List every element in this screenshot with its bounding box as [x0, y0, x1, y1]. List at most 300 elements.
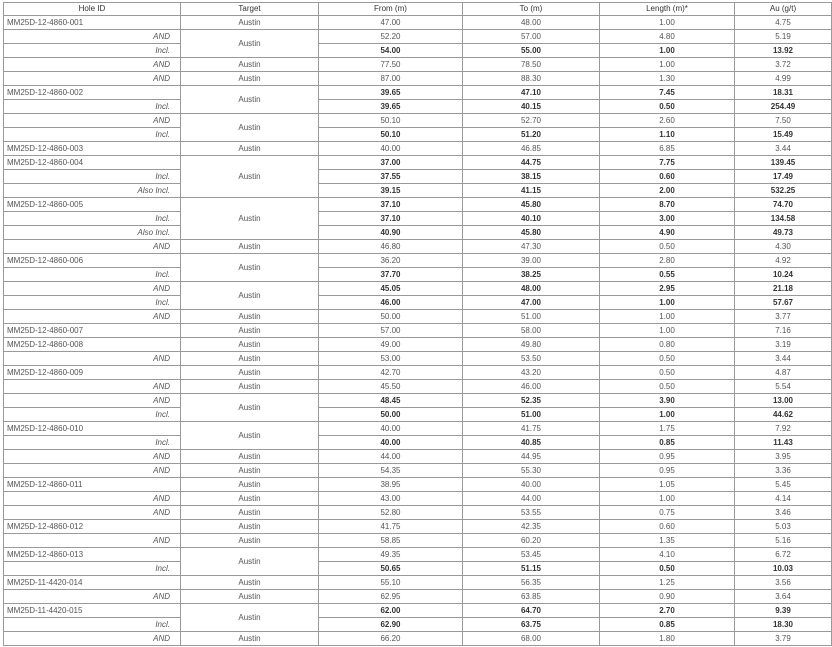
- length-cell: 1.00: [600, 44, 735, 58]
- au-cell: 13.92: [735, 44, 832, 58]
- length-cell: 1.00: [600, 16, 735, 30]
- hole-id-cell: AND: [4, 58, 181, 72]
- to-cell: 45.80: [463, 226, 600, 240]
- table-row: [4, 464, 832, 478]
- from-cell: 39.65: [319, 100, 463, 114]
- to-cell: 43.20: [463, 366, 600, 380]
- length-cell: 0.90: [600, 590, 735, 604]
- au-cell: 3.95: [735, 450, 832, 464]
- table-row: [4, 170, 832, 184]
- hole-id-cell: Incl.: [4, 268, 181, 282]
- target-cell: Austin: [181, 352, 319, 366]
- from-cell: 40.00: [319, 142, 463, 156]
- hole-id-cell: AND: [4, 352, 181, 366]
- from-cell: 50.10: [319, 114, 463, 128]
- au-cell: 3.46: [735, 506, 832, 520]
- au-cell: 4.99: [735, 72, 832, 86]
- from-cell: 50.00: [319, 408, 463, 422]
- to-cell: 47.30: [463, 240, 600, 254]
- to-cell: 52.70: [463, 114, 600, 128]
- to-cell: 41.15: [463, 184, 600, 198]
- au-cell: 3.64: [735, 590, 832, 604]
- length-cell: 0.85: [600, 618, 735, 632]
- hole-id-cell: AND: [4, 114, 181, 128]
- length-cell: 1.00: [600, 492, 735, 506]
- target-cell: Austin: [181, 464, 319, 478]
- to-cell: 44.95: [463, 450, 600, 464]
- au-cell: 134.58: [735, 212, 832, 226]
- table-row: [4, 16, 832, 30]
- table-row: [4, 618, 832, 632]
- length-cell: 6.85: [600, 142, 735, 156]
- table-row: [4, 114, 832, 128]
- length-cell: 2.70: [600, 604, 735, 618]
- hole-id-cell: Incl.: [4, 296, 181, 310]
- from-cell: 50.65: [319, 562, 463, 576]
- to-cell: 55.30: [463, 464, 600, 478]
- target-cell: Austin: [181, 254, 319, 282]
- table-row: [4, 72, 832, 86]
- from-cell: 43.00: [319, 492, 463, 506]
- au-cell: 7.50: [735, 114, 832, 128]
- length-cell: 1.30: [600, 72, 735, 86]
- target-cell: Austin: [181, 366, 319, 380]
- drill-results-table: [3, 2, 832, 646]
- to-cell: 52.35: [463, 394, 600, 408]
- au-cell: 3.72: [735, 58, 832, 72]
- target-cell: Austin: [181, 86, 319, 114]
- from-cell: 40.90: [319, 226, 463, 240]
- target-cell: Austin: [181, 198, 319, 240]
- au-cell: 4.92: [735, 254, 832, 268]
- hole-id-cell: MM25D-12-4860-005: [4, 198, 181, 212]
- table-row: [4, 436, 832, 450]
- au-cell: 3.44: [735, 352, 832, 366]
- length-cell: 3.00: [600, 212, 735, 226]
- table-row: [4, 394, 832, 408]
- from-cell: 52.20: [319, 30, 463, 44]
- col-header-hole-id: Hole ID: [4, 3, 181, 16]
- table-row: [4, 478, 832, 492]
- au-cell: 21.18: [735, 282, 832, 296]
- hole-id-cell: AND: [4, 492, 181, 506]
- au-cell: 17.49: [735, 170, 832, 184]
- hole-id-cell: MM25D-12-4860-006: [4, 254, 181, 268]
- au-cell: 4.87: [735, 366, 832, 380]
- length-cell: 1.00: [600, 324, 735, 338]
- table-row: [4, 576, 832, 590]
- from-cell: 55.10: [319, 576, 463, 590]
- length-cell: 0.50: [600, 100, 735, 114]
- au-cell: 18.30: [735, 618, 832, 632]
- table-row: [4, 604, 832, 618]
- au-cell: 49.73: [735, 226, 832, 240]
- table-row: [4, 142, 832, 156]
- from-cell: 37.10: [319, 212, 463, 226]
- length-cell: 0.50: [600, 366, 735, 380]
- hole-id-cell: AND: [4, 534, 181, 548]
- from-cell: 62.95: [319, 590, 463, 604]
- hole-id-cell: AND: [4, 72, 181, 86]
- length-cell: 0.55: [600, 268, 735, 282]
- hole-id-cell: Incl.: [4, 436, 181, 450]
- hole-id-cell: AND: [4, 450, 181, 464]
- hole-id-cell: MM25D-12-4860-012: [4, 520, 181, 534]
- length-cell: 1.00: [600, 58, 735, 72]
- from-cell: 42.70: [319, 366, 463, 380]
- au-cell: 3.79: [735, 632, 832, 646]
- hole-id-cell: Incl.: [4, 618, 181, 632]
- length-cell: 1.00: [600, 310, 735, 324]
- au-cell: 5.19: [735, 30, 832, 44]
- from-cell: 49.35: [319, 548, 463, 562]
- to-cell: 57.00: [463, 30, 600, 44]
- target-cell: Austin: [181, 590, 319, 604]
- hole-id-cell: AND: [4, 310, 181, 324]
- au-cell: 44.62: [735, 408, 832, 422]
- table-row: [4, 338, 832, 352]
- length-cell: 3.90: [600, 394, 735, 408]
- hole-id-cell: MM25D-12-4860-003: [4, 142, 181, 156]
- table-row: [4, 212, 832, 226]
- table-row: [4, 590, 832, 604]
- hole-id-cell: AND: [4, 282, 181, 296]
- header-row: [4, 3, 832, 16]
- from-cell: 62.90: [319, 618, 463, 632]
- to-cell: 56.35: [463, 576, 600, 590]
- from-cell: 40.00: [319, 436, 463, 450]
- au-cell: 7.92: [735, 422, 832, 436]
- au-cell: 3.19: [735, 338, 832, 352]
- table-body: [4, 16, 832, 646]
- length-cell: 1.25: [600, 576, 735, 590]
- au-cell: 5.45: [735, 478, 832, 492]
- au-cell: 139.45: [735, 156, 832, 170]
- target-cell: Austin: [181, 604, 319, 632]
- au-cell: 3.44: [735, 142, 832, 156]
- target-cell: Austin: [181, 30, 319, 58]
- hole-id-cell: Incl.: [4, 562, 181, 576]
- hole-id-cell: AND: [4, 506, 181, 520]
- hole-id-cell: AND: [4, 380, 181, 394]
- from-cell: 52.80: [319, 506, 463, 520]
- table-row: [4, 380, 832, 394]
- length-cell: 1.00: [600, 408, 735, 422]
- table-row: [4, 58, 832, 72]
- to-cell: 42.35: [463, 520, 600, 534]
- length-cell: 7.45: [600, 86, 735, 100]
- to-cell: 40.15: [463, 100, 600, 114]
- table-row: [4, 198, 832, 212]
- to-cell: 47.10: [463, 86, 600, 100]
- from-cell: 41.75: [319, 520, 463, 534]
- length-cell: 0.50: [600, 380, 735, 394]
- to-cell: 53.55: [463, 506, 600, 520]
- hole-id-cell: MM25D-12-4860-009: [4, 366, 181, 380]
- au-cell: 5.03: [735, 520, 832, 534]
- to-cell: 51.00: [463, 408, 600, 422]
- to-cell: 38.15: [463, 170, 600, 184]
- from-cell: 58.85: [319, 534, 463, 548]
- target-cell: Austin: [181, 492, 319, 506]
- length-cell: 2.60: [600, 114, 735, 128]
- au-cell: 254.49: [735, 100, 832, 114]
- from-cell: 45.50: [319, 380, 463, 394]
- to-cell: 44.00: [463, 492, 600, 506]
- table-row: [4, 534, 832, 548]
- to-cell: 64.70: [463, 604, 600, 618]
- au-cell: 57.67: [735, 296, 832, 310]
- length-cell: 2.80: [600, 254, 735, 268]
- table-row: [4, 30, 832, 44]
- length-cell: 7.75: [600, 156, 735, 170]
- table-row: [4, 44, 832, 58]
- table-row: [4, 520, 832, 534]
- to-cell: 63.75: [463, 618, 600, 632]
- hole-id-cell: MM25D-12-4860-002: [4, 86, 181, 100]
- table-row: [4, 492, 832, 506]
- length-cell: 1.05: [600, 478, 735, 492]
- table-row: [4, 422, 832, 436]
- hole-id-cell: MM25D-12-4860-013: [4, 548, 181, 562]
- length-cell: 0.95: [600, 464, 735, 478]
- target-cell: Austin: [181, 506, 319, 520]
- table-row: [4, 296, 832, 310]
- to-cell: 48.00: [463, 16, 600, 30]
- hole-id-cell: Also Incl.: [4, 226, 181, 240]
- to-cell: 55.00: [463, 44, 600, 58]
- table-row: [4, 254, 832, 268]
- table-row: [4, 506, 832, 520]
- au-cell: 9.39: [735, 604, 832, 618]
- hole-id-cell: Incl.: [4, 100, 181, 114]
- au-cell: 10.24: [735, 268, 832, 282]
- length-cell: 0.95: [600, 450, 735, 464]
- length-cell: 1.75: [600, 422, 735, 436]
- target-cell: Austin: [181, 520, 319, 534]
- table-row: [4, 324, 832, 338]
- from-cell: 50.00: [319, 310, 463, 324]
- from-cell: 45.05: [319, 282, 463, 296]
- to-cell: 47.00: [463, 296, 600, 310]
- length-cell: 4.10: [600, 548, 735, 562]
- length-cell: 0.75: [600, 506, 735, 520]
- target-cell: Austin: [181, 156, 319, 198]
- length-cell: 0.85: [600, 436, 735, 450]
- to-cell: 46.85: [463, 142, 600, 156]
- hole-id-cell: AND: [4, 394, 181, 408]
- to-cell: 40.10: [463, 212, 600, 226]
- au-cell: 74.70: [735, 198, 832, 212]
- to-cell: 40.00: [463, 478, 600, 492]
- from-cell: 36.20: [319, 254, 463, 268]
- from-cell: 62.00: [319, 604, 463, 618]
- hole-id-cell: Incl.: [4, 170, 181, 184]
- hole-id-cell: MM25D-11-4420-015: [4, 604, 181, 618]
- from-cell: 47.00: [319, 16, 463, 30]
- col-header-target: Target: [181, 3, 319, 16]
- hole-id-cell: AND: [4, 464, 181, 478]
- length-cell: 1.10: [600, 128, 735, 142]
- table-row: [4, 366, 832, 380]
- au-cell: 5.54: [735, 380, 832, 394]
- table-row: [4, 156, 832, 170]
- hole-id-cell: MM25D-12-4860-010: [4, 422, 181, 436]
- from-cell: 37.55: [319, 170, 463, 184]
- target-cell: Austin: [181, 380, 319, 394]
- to-cell: 78.50: [463, 58, 600, 72]
- au-cell: 3.36: [735, 464, 832, 478]
- to-cell: 40.85: [463, 436, 600, 450]
- from-cell: 37.10: [319, 198, 463, 212]
- from-cell: 53.00: [319, 352, 463, 366]
- hole-id-cell: AND: [4, 240, 181, 254]
- length-cell: 4.90: [600, 226, 735, 240]
- hole-id-cell: MM25D-12-4860-011: [4, 478, 181, 492]
- au-cell: 10.03: [735, 562, 832, 576]
- length-cell: 0.50: [600, 352, 735, 366]
- from-cell: 57.00: [319, 324, 463, 338]
- length-cell: 0.60: [600, 170, 735, 184]
- hole-id-cell: AND: [4, 632, 181, 646]
- to-cell: 51.20: [463, 128, 600, 142]
- to-cell: 41.75: [463, 422, 600, 436]
- target-cell: Austin: [181, 142, 319, 156]
- au-cell: 13.00: [735, 394, 832, 408]
- target-cell: Austin: [181, 338, 319, 352]
- length-cell: 0.50: [600, 562, 735, 576]
- length-cell: 2.00: [600, 184, 735, 198]
- au-cell: 7.16: [735, 324, 832, 338]
- length-cell: 2.95: [600, 282, 735, 296]
- from-cell: 44.00: [319, 450, 463, 464]
- au-cell: 4.75: [735, 16, 832, 30]
- to-cell: 51.15: [463, 562, 600, 576]
- table-row: [4, 548, 832, 562]
- au-cell: 5.16: [735, 534, 832, 548]
- target-cell: Austin: [181, 72, 319, 86]
- length-cell: 0.80: [600, 338, 735, 352]
- col-header-length: Length (m)*: [600, 3, 735, 16]
- to-cell: 45.80: [463, 198, 600, 212]
- from-cell: 77.50: [319, 58, 463, 72]
- length-cell: 4.80: [600, 30, 735, 44]
- from-cell: 40.00: [319, 422, 463, 436]
- table-row: [4, 282, 832, 296]
- target-cell: Austin: [181, 310, 319, 324]
- length-cell: 0.60: [600, 520, 735, 534]
- col-header-au: Au (g/t): [735, 3, 832, 16]
- from-cell: 37.70: [319, 268, 463, 282]
- table-row: [4, 226, 832, 240]
- length-cell: 1.80: [600, 632, 735, 646]
- to-cell: 44.75: [463, 156, 600, 170]
- from-cell: 37.00: [319, 156, 463, 170]
- target-cell: Austin: [181, 534, 319, 548]
- to-cell: 53.45: [463, 548, 600, 562]
- table-row: [4, 450, 832, 464]
- to-cell: 60.20: [463, 534, 600, 548]
- table-row: [4, 352, 832, 366]
- target-cell: Austin: [181, 282, 319, 310]
- from-cell: 54.35: [319, 464, 463, 478]
- length-cell: 1.00: [600, 296, 735, 310]
- to-cell: 46.00: [463, 380, 600, 394]
- au-cell: 4.30: [735, 240, 832, 254]
- from-cell: 87.00: [319, 72, 463, 86]
- target-cell: Austin: [181, 16, 319, 30]
- from-cell: 54.00: [319, 44, 463, 58]
- to-cell: 53.50: [463, 352, 600, 366]
- col-header-to: To (m): [463, 3, 600, 16]
- to-cell: 38.25: [463, 268, 600, 282]
- target-cell: Austin: [181, 422, 319, 450]
- to-cell: 39.00: [463, 254, 600, 268]
- au-cell: 3.56: [735, 576, 832, 590]
- to-cell: 68.00: [463, 632, 600, 646]
- from-cell: 66.20: [319, 632, 463, 646]
- table-row: [4, 408, 832, 422]
- au-cell: 3.77: [735, 310, 832, 324]
- au-cell: 4.14: [735, 492, 832, 506]
- target-cell: Austin: [181, 240, 319, 254]
- to-cell: 49.80: [463, 338, 600, 352]
- hole-id-cell: AND: [4, 590, 181, 604]
- table-row: [4, 562, 832, 576]
- table-row: [4, 100, 832, 114]
- table-row: [4, 240, 832, 254]
- hole-id-cell: Incl.: [4, 212, 181, 226]
- from-cell: 39.65: [319, 86, 463, 100]
- length-cell: 8.70: [600, 198, 735, 212]
- target-cell: Austin: [181, 58, 319, 72]
- hole-id-cell: MM25D-12-4860-004: [4, 156, 181, 170]
- table-row: [4, 632, 832, 646]
- target-cell: Austin: [181, 632, 319, 646]
- hole-id-cell: MM25D-12-4860-001: [4, 16, 181, 30]
- table-row: [4, 268, 832, 282]
- target-cell: Austin: [181, 450, 319, 464]
- hole-id-cell: Incl.: [4, 128, 181, 142]
- au-cell: 532.25: [735, 184, 832, 198]
- to-cell: 51.00: [463, 310, 600, 324]
- to-cell: 63.85: [463, 590, 600, 604]
- col-header-from: From (m): [319, 3, 463, 16]
- target-cell: Austin: [181, 114, 319, 142]
- length-cell: 1.35: [600, 534, 735, 548]
- au-cell: 18.31: [735, 86, 832, 100]
- hole-id-cell: Also Incl.: [4, 184, 181, 198]
- table-row: [4, 128, 832, 142]
- hole-id-cell: Incl.: [4, 44, 181, 58]
- hole-id-cell: MM25D-11-4420-014: [4, 576, 181, 590]
- table-row: [4, 86, 832, 100]
- to-cell: 48.00: [463, 282, 600, 296]
- hole-id-cell: Incl.: [4, 408, 181, 422]
- hole-id-cell: MM25D-12-4860-007: [4, 324, 181, 338]
- target-cell: Austin: [181, 478, 319, 492]
- hole-id-cell: MM25D-12-4860-008: [4, 338, 181, 352]
- from-cell: 39.15: [319, 184, 463, 198]
- hole-id-cell: AND: [4, 30, 181, 44]
- table-row: [4, 310, 832, 324]
- to-cell: 58.00: [463, 324, 600, 338]
- from-cell: 46.00: [319, 296, 463, 310]
- target-cell: Austin: [181, 394, 319, 422]
- from-cell: 46.80: [319, 240, 463, 254]
- from-cell: 38.95: [319, 478, 463, 492]
- table-row: [4, 184, 832, 198]
